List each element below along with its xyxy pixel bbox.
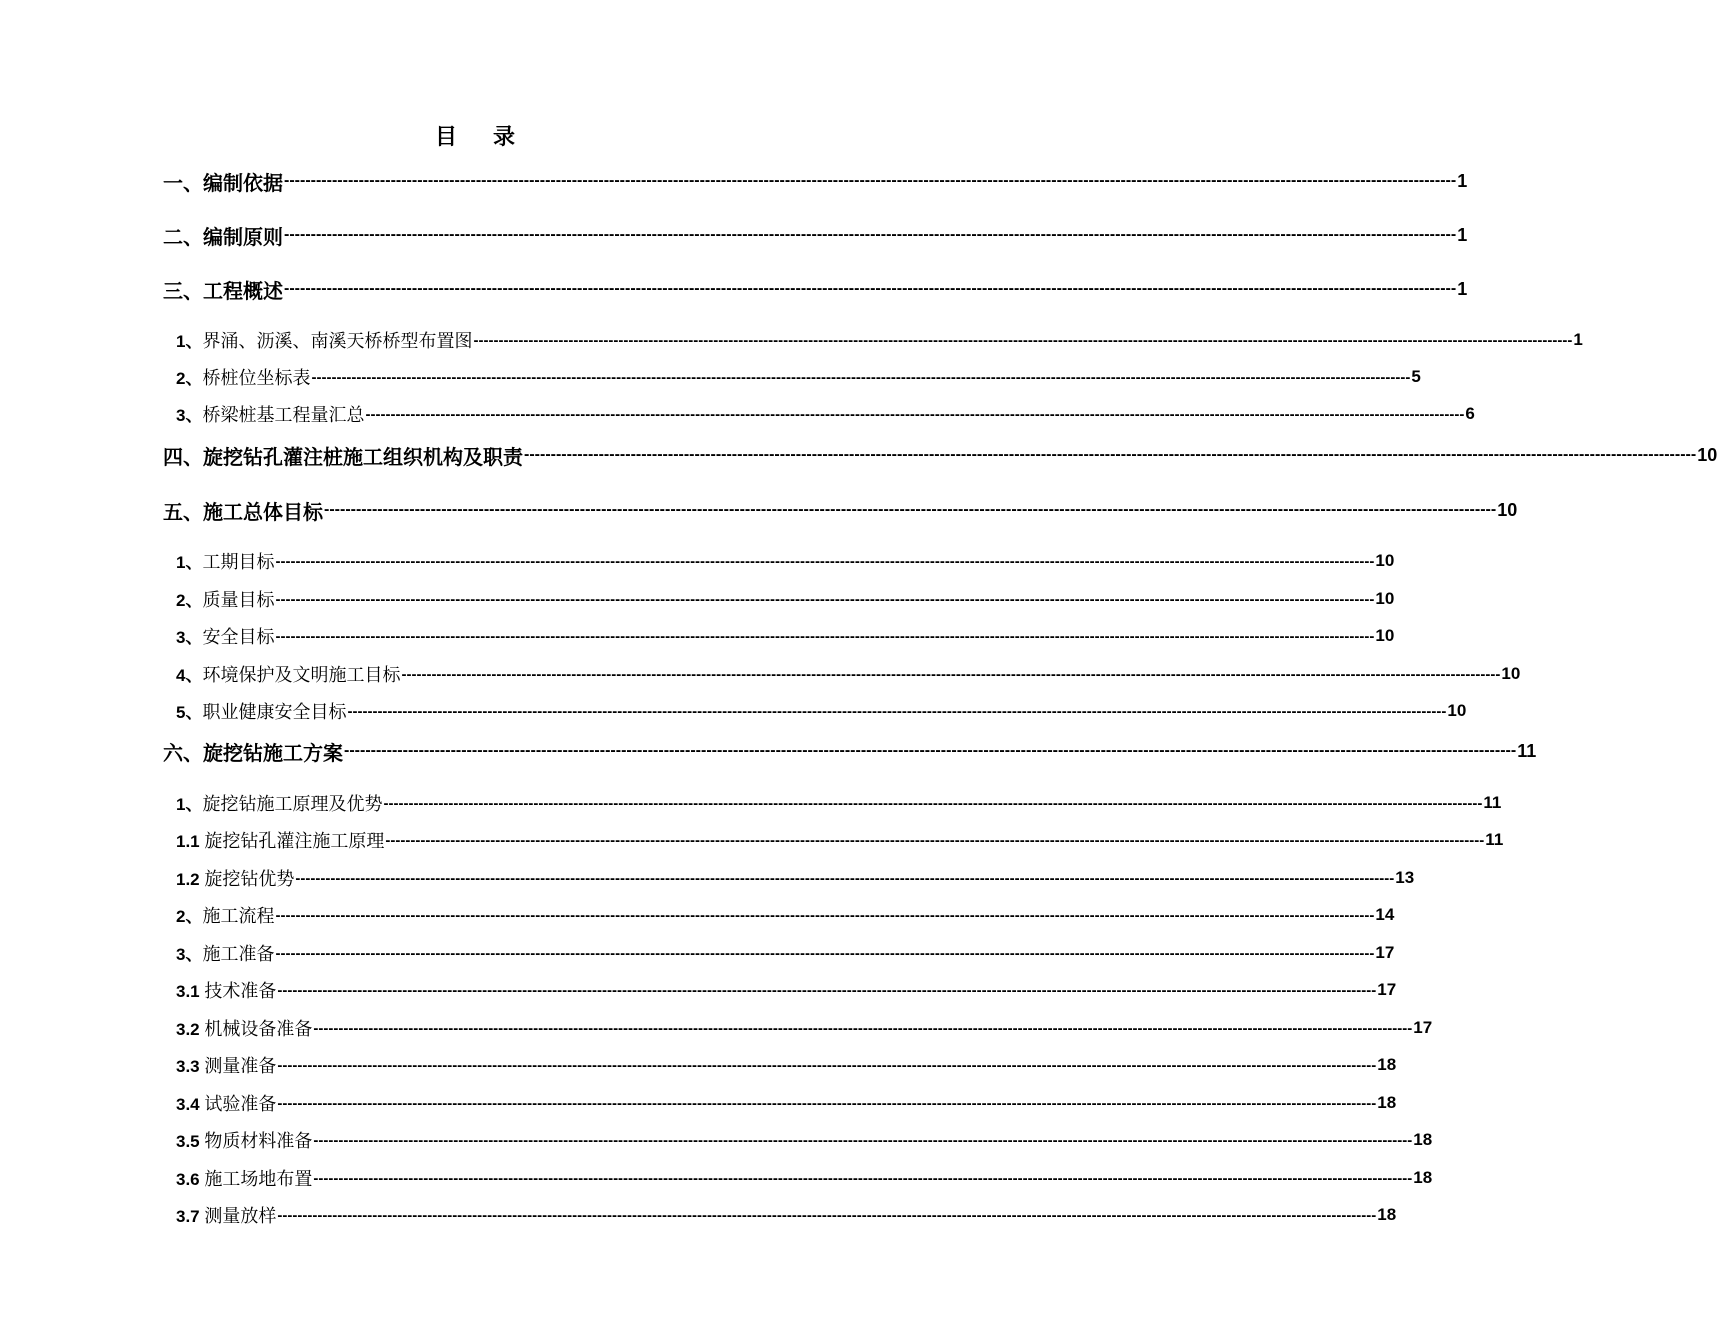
toc-leader-dashes: ---------------------------------------------------------------------------------------------------------------------------------------------------------------------------------------------------------------------------- xyxy=(313,1131,1413,1149)
toc-entry-text: 工期目标 xyxy=(202,552,275,573)
toc-leader-dashes: ---------------------------------------------------------------------------------------------------------------------------------------------------------------------------------------------------------------------------- xyxy=(385,831,1485,849)
toc-entry-text: 测量放样 xyxy=(204,1206,277,1227)
toc-entry[interactable] xyxy=(176,548,1395,574)
toc-entry-label xyxy=(176,1090,276,1116)
toc-entry-text: 测量准备 xyxy=(204,1056,277,1077)
toc-entry-text: 职业健康安全目标 xyxy=(202,702,347,723)
toc-entry-number: 3、 xyxy=(176,945,203,964)
toc-entry-text: 旋挖钻优势 xyxy=(204,869,295,890)
toc-entry-text: 施工流程 xyxy=(202,906,275,927)
toc-page-number: 10 xyxy=(1375,626,1395,645)
toc-entry-number: 1、 xyxy=(176,332,203,351)
toc-leader-dashes: ---------------------------------------------------------------------------------------------------------------------------------------------------------------------------------------------------------------------------- xyxy=(275,944,1375,962)
toc-leader-dashes: ---------------------------------------------------------------------------------------------------------------------------------------------------------------------------------------------------------------------------- xyxy=(284,226,1457,243)
toc-page-number: 14 xyxy=(1375,905,1395,924)
toc-entry-label xyxy=(176,827,384,853)
toc-entry-label xyxy=(176,902,274,928)
toc-entry-text: 试验准备 xyxy=(204,1094,277,1115)
toc-entry-label xyxy=(176,1015,312,1041)
toc-entry-text: 工程概述 xyxy=(203,278,283,303)
toc-entry[interactable] xyxy=(176,865,1415,891)
toc-entry[interactable] xyxy=(163,220,1468,250)
toc-entry-label xyxy=(163,496,323,525)
toc-entry-label xyxy=(163,275,283,304)
toc-page-number: 18 xyxy=(1377,1205,1397,1224)
toc-leader-dashes: ---------------------------------------------------------------------------------------------------------------------------------------------------------------------------------------------------------------------------- xyxy=(313,1169,1413,1187)
toc-entry-number: 1、 xyxy=(176,553,203,572)
toc-entry-label xyxy=(176,1052,276,1078)
toc-page-number: 1 xyxy=(1457,224,1468,245)
toc-entry-text: 编制依据 xyxy=(203,170,283,195)
toc-page-number: 10 xyxy=(1375,551,1395,570)
toc-entry-label xyxy=(176,548,274,574)
toc-entry-text: 界涌、沥溪、南溪天桥桥型布置图 xyxy=(202,331,473,352)
toc-page-number: 1 xyxy=(1457,278,1468,299)
toc-entry[interactable] xyxy=(176,364,1421,390)
toc-entry-number: 五、 xyxy=(163,501,203,524)
toc-leader-dashes: ---------------------------------------------------------------------------------------------------------------------------------------------------------------------------------------------------------------------------- xyxy=(324,501,1497,518)
toc-page-number: 18 xyxy=(1413,1130,1433,1149)
toc-page-number: 10 xyxy=(1375,589,1395,608)
toc-leader-dashes: ---------------------------------------------------------------------------------------------------------------------------------------------------------------------------------------------------------------------------- xyxy=(277,1206,1377,1224)
toc-entry-number: 3.6 xyxy=(176,1170,205,1189)
toc-leader-dashes: ---------------------------------------------------------------------------------------------------------------------------------------------------------------------------------------------------------------------------- xyxy=(365,405,1465,423)
toc-entry-number: 5、 xyxy=(176,703,203,722)
toc-page-number: 11 xyxy=(1517,740,1537,761)
toc-page-number: 11 xyxy=(1483,793,1502,812)
toc-page-number: 10 xyxy=(1497,499,1518,520)
toc-entry[interactable] xyxy=(176,827,1504,853)
toc-page-number: 10 xyxy=(1447,701,1467,720)
toc-entry[interactable] xyxy=(176,661,1521,687)
toc-entry[interactable] xyxy=(176,327,1583,353)
toc-entry-label xyxy=(176,661,400,687)
toc-entry-text: 编制原则 xyxy=(203,224,283,249)
toc-entry-text: 施工场地布置 xyxy=(204,1169,313,1190)
toc-entry[interactable] xyxy=(176,698,1467,724)
toc-entry-number: 3、 xyxy=(176,406,203,425)
toc-entry[interactable] xyxy=(176,1127,1433,1153)
toc-page-number: 17 xyxy=(1377,980,1397,999)
toc-entry-label xyxy=(176,364,310,390)
toc-entry[interactable] xyxy=(176,401,1475,427)
toc-leader-dashes: ---------------------------------------------------------------------------------------------------------------------------------------------------------------------------------------------------------------------------- xyxy=(275,906,1375,924)
toc-entry-label xyxy=(163,737,343,766)
toc-page-number: 10 xyxy=(1697,444,1717,465)
toc-entry-text: 旋挖钻施工原理及优势 xyxy=(202,794,383,815)
toc-leader-dashes: ---------------------------------------------------------------------------------------------------------------------------------------------------------------------------------------------------------------------------- xyxy=(284,172,1457,189)
toc-entry[interactable] xyxy=(163,495,1518,525)
toc-entry-number: 3.4 xyxy=(176,1095,205,1114)
toc-entry-label xyxy=(163,221,283,250)
toc-entry-text: 旋挖钻孔灌注桩施工组织机构及职责 xyxy=(203,444,523,469)
toc-page-number: 6 xyxy=(1465,404,1475,423)
toc-entry-label xyxy=(176,940,274,966)
toc-entry[interactable] xyxy=(176,977,1397,1003)
toc-entry[interactable] xyxy=(176,586,1395,612)
toc-entry-number: 六、 xyxy=(163,742,203,765)
toc-entry-number: 一、 xyxy=(163,172,203,195)
toc-leader-dashes: ---------------------------------------------------------------------------------------------------------------------------------------------------------------------------------------------------------------------------- xyxy=(383,794,1483,812)
toc-entry-number: 2、 xyxy=(176,591,203,610)
toc-entry-label xyxy=(176,977,276,1003)
toc-entry[interactable] xyxy=(176,902,1395,928)
toc-entry-number: 3.3 xyxy=(176,1057,205,1076)
toc-entry-text: 安全目标 xyxy=(202,627,275,648)
toc-entry[interactable] xyxy=(176,1165,1433,1191)
toc-entry-number: 三、 xyxy=(163,280,203,303)
toc-leader-dashes: ---------------------------------------------------------------------------------------------------------------------------------------------------------------------------------------------------------------------------- xyxy=(295,869,1395,887)
toc-entry-number: 3、 xyxy=(176,628,203,647)
toc-page-number: 5 xyxy=(1411,367,1421,386)
toc-entry[interactable] xyxy=(176,1202,1397,1228)
toc-page-number: 17 xyxy=(1375,943,1395,962)
toc-entry-number: 3.5 xyxy=(176,1132,205,1151)
toc-entry[interactable] xyxy=(176,623,1395,649)
toc-entry[interactable] xyxy=(176,790,1502,816)
toc-entry-number: 1.2 xyxy=(176,870,205,889)
toc-entry[interactable] xyxy=(163,274,1468,304)
toc-leader-dashes: ---------------------------------------------------------------------------------------------------------------------------------------------------------------------------------------------------------------------------- xyxy=(275,552,1375,570)
toc-page-number: 11 xyxy=(1485,830,1504,849)
toc-entry-label xyxy=(176,1165,312,1191)
toc-entry[interactable] xyxy=(163,166,1468,196)
toc-entry-text: 质量目标 xyxy=(202,590,275,611)
toc-page-number: 18 xyxy=(1377,1093,1397,1112)
toc-entry[interactable] xyxy=(163,736,1537,766)
toc-entry-label xyxy=(176,586,274,612)
toc-leader-dashes: ---------------------------------------------------------------------------------------------------------------------------------------------------------------------------------------------------------------------------- xyxy=(347,702,1447,720)
toc-leader-dashes: ---------------------------------------------------------------------------------------------------------------------------------------------------------------------------------------------------------------------------- xyxy=(313,1019,1413,1037)
toc-leader-dashes: ---------------------------------------------------------------------------------------------------------------------------------------------------------------------------------------------------------------------------- xyxy=(344,742,1517,759)
toc-entry[interactable] xyxy=(163,440,1717,470)
toc-entry-label xyxy=(176,790,382,816)
toc-page-number: 18 xyxy=(1413,1168,1433,1187)
toc-entry-label xyxy=(176,401,364,427)
toc-entry-label xyxy=(163,167,283,196)
toc-entry-label xyxy=(176,698,346,724)
toc-entry-number: 四、 xyxy=(163,446,203,469)
toc-leader-dashes: ---------------------------------------------------------------------------------------------------------------------------------------------------------------------------------------------------------------------------- xyxy=(277,1056,1377,1074)
toc-entry-number: 3.7 xyxy=(176,1207,205,1226)
toc-title: 目录 xyxy=(434,125,551,150)
toc-entry-label xyxy=(163,441,523,470)
toc-page-number: 1 xyxy=(1573,330,1583,349)
toc-entry-text: 桥桩位坐标表 xyxy=(202,368,311,389)
toc-entry-label xyxy=(176,865,294,891)
toc-page-number: 17 xyxy=(1413,1018,1433,1037)
toc-leader-dashes: ---------------------------------------------------------------------------------------------------------------------------------------------------------------------------------------------------------------------------- xyxy=(524,446,1697,463)
toc-entry-text: 施工总体目标 xyxy=(203,499,323,524)
toc-entry[interactable] xyxy=(176,1052,1397,1078)
toc-entry-text: 旋挖钻施工方案 xyxy=(203,740,343,765)
toc-entry-number: 二、 xyxy=(163,226,203,249)
toc-leader-dashes: ---------------------------------------------------------------------------------------------------------------------------------------------------------------------------------------------------------------------------- xyxy=(284,280,1457,297)
toc-page-number: 13 xyxy=(1395,868,1415,887)
toc-leader-dashes: ---------------------------------------------------------------------------------------------------------------------------------------------------------------------------------------------------------------------------- xyxy=(275,627,1375,645)
toc-entry-number: 4、 xyxy=(176,666,203,685)
toc-entry-label xyxy=(176,327,472,353)
toc-leader-dashes: ---------------------------------------------------------------------------------------------------------------------------------------------------------------------------------------------------------------------------- xyxy=(277,981,1377,999)
toc-leader-dashes: ---------------------------------------------------------------------------------------------------------------------------------------------------------------------------------------------------------------------------- xyxy=(277,1094,1377,1112)
toc-entry-text: 物质材料准备 xyxy=(204,1131,313,1152)
toc-page-number: 18 xyxy=(1377,1055,1397,1074)
toc-page-number: 10 xyxy=(1501,664,1521,683)
toc-entry-label xyxy=(176,623,274,649)
toc-page-number: 1 xyxy=(1457,170,1468,191)
toc-entry[interactable] xyxy=(176,1090,1397,1116)
toc-entry-number: 1、 xyxy=(176,795,203,814)
toc-entry-label xyxy=(176,1127,312,1153)
toc-leader-dashes: ---------------------------------------------------------------------------------------------------------------------------------------------------------------------------------------------------------------------------- xyxy=(275,590,1375,608)
toc-entry-text: 桥梁桩基工程量汇总 xyxy=(202,405,365,426)
toc-entry-number: 3.1 xyxy=(176,982,205,1001)
toc-entry-label xyxy=(176,1202,276,1228)
toc-entry-number: 2、 xyxy=(176,907,203,926)
toc-entry-number: 3.2 xyxy=(176,1020,205,1039)
toc-entry-number: 1.1 xyxy=(176,832,205,851)
toc-entry-text: 旋挖钻孔灌注施工原理 xyxy=(204,831,385,852)
toc-entry-text: 施工准备 xyxy=(202,944,275,965)
toc-entry-text: 技术准备 xyxy=(204,981,277,1002)
toc-entry-text: 机械设备准备 xyxy=(204,1019,313,1040)
toc-entry-number: 2、 xyxy=(176,369,203,388)
toc-leader-dashes: ---------------------------------------------------------------------------------------------------------------------------------------------------------------------------------------------------------------------------- xyxy=(473,331,1573,349)
toc-entry-text: 环境保护及文明施工目标 xyxy=(202,665,401,686)
toc-entry[interactable] xyxy=(176,940,1395,966)
toc-entry[interactable] xyxy=(176,1015,1433,1041)
toc-leader-dashes: ---------------------------------------------------------------------------------------------------------------------------------------------------------------------------------------------------------------------------- xyxy=(401,665,1501,683)
toc-leader-dashes: ---------------------------------------------------------------------------------------------------------------------------------------------------------------------------------------------------------------------------- xyxy=(311,368,1411,386)
